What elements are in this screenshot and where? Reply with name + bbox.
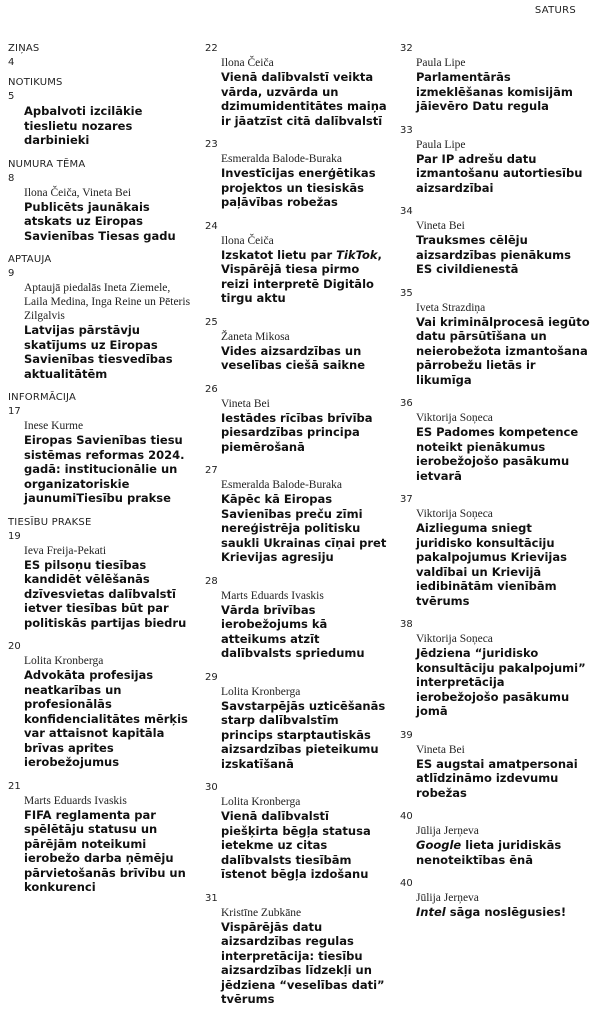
toc-entry[interactable]	[8, 186, 193, 244]
entry-author: Esmeralda Balode-Buraka	[221, 479, 343, 491]
entry-author: Ilona Čeiča	[221, 57, 274, 69]
toc-section	[8, 158, 193, 244]
entry-title: Iestādes rīcības brīvība piesardzības principa piemērošanā	[221, 410, 373, 454]
entry-author: Jūlija Jerņeva	[416, 892, 479, 904]
entry-title: Parlamentārās izmeklēšanas komisijām jāievēro Datu regula	[416, 70, 573, 113]
entry-author: Marts Eduards Ivaskis	[221, 589, 324, 602]
entry-author: Vineta Bei	[416, 220, 465, 232]
entry-title: Vārda brīvības ierobežojums kā atteikums atzīt dalībvalsts spriedumu	[221, 602, 365, 660]
page-number: 40	[400, 811, 413, 822]
toc-section	[205, 42, 388, 1007]
toc-entry[interactable]	[400, 56, 590, 114]
page-number: 5	[8, 91, 15, 102]
entry-author: Ilona Čeiča	[221, 234, 274, 247]
entry-author: Viktorija Soņeca	[416, 633, 493, 645]
entry-title: Vides aizsardzības un veselības ciešā saikne	[221, 343, 366, 372]
section-label: ZIŅAS	[8, 43, 40, 54]
entry-title: Google lieta juridiskās nenoteiktības ēnā	[416, 838, 562, 867]
toc-entry[interactable]	[205, 330, 388, 373]
entry-title: Jēdziena “juridisko konsultāciju pakalpojumi” interpretācija ierobežojošo pasākumu jomā	[416, 646, 586, 718]
page-number: 29	[205, 671, 218, 683]
section-label: INFORMĀCIJA	[8, 392, 77, 403]
page-number: 38	[400, 619, 413, 630]
entry-title: FIFA reglamenta par spēlētāju statusu un pārējām noteikumi ierobežo darba ņēmēju pārvietošanās brīvību un konkurenci	[24, 807, 186, 894]
toc-entry[interactable]	[205, 906, 388, 1007]
entry-author: Vineta Bei	[221, 397, 270, 410]
toc-entry[interactable]	[400, 301, 590, 388]
entry-title: ES augstai amatpersonai atlīdzināmo izdevumu robežas	[416, 756, 578, 800]
toc-entry[interactable]	[8, 654, 193, 770]
entry-author: Ilona Čeiča, Vineta Bei	[24, 186, 132, 199]
toc-entry[interactable]	[400, 824, 590, 867]
entry-title: Savstarpējās uzticēšanās starp dalībvalstīm princips starptautiskās aizsardzības pieteikumu izskatīšanā	[221, 698, 386, 771]
entry-title: Intel sāga noslēgusies!	[416, 905, 567, 919]
entry-title: ES Padomes kompetence noteikt pienākumus ierobežojošo pasākumu ietvarā	[416, 425, 579, 483]
entry-author: Lolita Kronberga	[24, 655, 104, 667]
entry-title: Vispārējās datu aizsardzības regulas interpretācija: tiesību aizsardzības līdzekļi un jēdziena “veselības dati” tvērums	[221, 919, 385, 1006]
section-label: TIESĪBU PRAKSE	[8, 516, 92, 528]
toc-section	[8, 76, 193, 148]
entry-author: Paula Lipe	[416, 57, 466, 69]
toc-entry[interactable]	[205, 795, 388, 882]
toc-entry[interactable]	[205, 56, 388, 128]
page-number: 19	[8, 530, 21, 542]
page-number: 30	[205, 782, 218, 793]
entry-title: Izskatot lietu par TikTok, Vispārējā tiesa pirmo reizi interpretē Digitālo tirgu aktu	[221, 247, 382, 305]
page-number: 36	[400, 398, 413, 409]
entry-author: Ieva Freija-Pekati	[24, 544, 107, 557]
page-number: 4	[8, 57, 15, 68]
page-number: 8	[8, 172, 15, 184]
page-number: 26	[205, 383, 218, 395]
page-number: 31	[205, 892, 218, 904]
page-number: 33	[400, 124, 413, 136]
entry-author: Lolita Kronberga	[221, 685, 301, 698]
entry-title: Advokāta profesijas neatkarības un profesionālās konfidencialitātes mērķis var attaisnot kapitāla brīvas aprites ierobežojumus	[24, 668, 188, 769]
toc-column-3	[400, 42, 590, 930]
page-number: 39	[400, 729, 413, 741]
page-number: 32	[400, 43, 413, 54]
entry-title: Investīcijas enerģētikas projektos un tiesiskās paļāvības robežas	[221, 166, 376, 209]
entry-title: Kāpēc kā Eiropas Savienības preču zīmi nereģistrēja politisku saukli Ukrainas cīņai pret Krievijas agresiju	[221, 492, 387, 564]
toc-entry[interactable]	[8, 544, 193, 631]
page-number: 9	[8, 268, 15, 279]
entry-title: Par IP adrešu datu izmantošanu autortiesību aizsardzībai	[416, 151, 583, 195]
entry-author: Viktorija Soņeca	[416, 412, 493, 424]
entry-author: Vineta Bei	[416, 743, 465, 756]
toc-entry[interactable]	[400, 219, 590, 277]
entry-title: Apbalvoti izcilākie tieslietu nozares darbinieki	[24, 104, 143, 147]
page-number: 27	[205, 465, 218, 476]
toc-entry[interactable]	[205, 234, 388, 306]
toc-entry[interactable]	[8, 281, 193, 381]
page-header-title: SATURS	[534, 5, 576, 16]
entry-title: ES pilsoņu tiesības kandidēt vēlēšanās dzīvesvietas dalībvalstī ietver tiesības būt par politiskās partijas biedru	[24, 557, 187, 630]
toc-entry[interactable]	[400, 632, 590, 719]
entry-author: Iveta Strazdiņa	[416, 301, 486, 314]
entry-author: Jūlija Jerņeva	[416, 825, 479, 837]
toc-entry[interactable]	[8, 104, 193, 148]
page-number: 37	[400, 494, 413, 505]
toc-column-2	[205, 42, 388, 1017]
page-number: 20	[8, 641, 21, 652]
toc-entry[interactable]	[400, 743, 590, 801]
toc-entry[interactable]	[400, 411, 590, 483]
page-number: 22	[205, 43, 218, 54]
entry-title: Vienā dalībvalstī piešķirta bēgļa statusa ietekme uz citas dalībvalsts tiesībām īstenot bēgļa izdošanu	[221, 809, 371, 881]
page-number: 25	[205, 316, 218, 328]
page-number: 40	[400, 878, 413, 889]
entry-author: Aptaujā piedalās Ineta Ziemele, Laila Medina, Inga Reine un Pēteris Zilgalvis	[24, 282, 191, 322]
entry-title: Eiropas Savienības tiesu sistēmas reformas 2024. gadā: institucionālie un organizatoriskie jaunumiTiesību prakse	[24, 433, 185, 505]
entry-author: Žaneta Mikosa	[221, 330, 290, 343]
entry-title: Vai kriminālprocesā iegūto datu pārsūtīšana un neierobežota izmantošana pārrobežu lietās ir likumīga	[416, 314, 590, 387]
toc-section	[400, 42, 590, 920]
entry-title: Vienā dalībvalstī veikta vārda, uzvārda un dzimumidentitātes maiņa ir jāatzīst citā dalībvalstī	[221, 70, 387, 128]
toc-section	[8, 253, 193, 381]
entry-author: Marts Eduards Ivaskis	[24, 794, 127, 807]
toc-entry[interactable]	[205, 152, 388, 210]
toc-entry[interactable]	[205, 685, 388, 772]
entry-title: Publicēts jaunākais atskats uz Eiropas Savienības Tiesas gadu	[24, 199, 176, 243]
toc-entry[interactable]	[205, 478, 388, 565]
toc-column-1	[8, 42, 193, 905]
entry-author: Lolita Kronberga	[221, 796, 301, 808]
page-number: 23	[205, 139, 218, 150]
section-label: NOTIKUMS	[8, 77, 63, 88]
toc-entry[interactable]	[400, 507, 590, 608]
entry-author: Viktorija Soņeca	[416, 508, 493, 520]
toc-entry[interactable]	[400, 891, 590, 920]
entry-author: Paula Lipe	[416, 138, 466, 151]
page-number: 24	[205, 220, 218, 232]
page-number: 21	[8, 780, 21, 792]
page-number: 28	[205, 575, 218, 587]
toc-entry[interactable]	[400, 138, 590, 196]
entry-title: Aizlieguma sniegt juridisko konsultāciju pakalpojumus Krievijas valdībai un Krievijā iedibinātām vienībām tvērums	[416, 521, 567, 608]
toc-entry[interactable]	[205, 397, 388, 455]
entry-author: Inese Kurme	[24, 420, 84, 432]
entry-author: Kristīne Zubkāne	[221, 906, 302, 919]
entry-title: Trauksmes cēlēju aizsardzības pienākums ES civildienestā	[416, 233, 571, 276]
section-label: NUMURA TĒMA	[8, 158, 86, 170]
page-number: 17	[8, 406, 21, 417]
page-number: 35	[400, 287, 413, 299]
section-label: APTAUJA	[8, 254, 52, 265]
entry-title: Latvijas pārstāvju skatījums uz Eiropas Savienības tiesvedības aktualitātēm	[24, 323, 173, 381]
entry-author: Esmeralda Balode-Buraka	[221, 153, 343, 165]
toc-entry[interactable]	[205, 589, 388, 661]
toc-section	[8, 391, 193, 506]
toc-section	[8, 516, 193, 895]
page-number: 34	[400, 206, 413, 217]
toc-entry[interactable]	[8, 419, 193, 506]
toc-section	[8, 42, 193, 70]
toc-entry[interactable]	[8, 794, 193, 895]
